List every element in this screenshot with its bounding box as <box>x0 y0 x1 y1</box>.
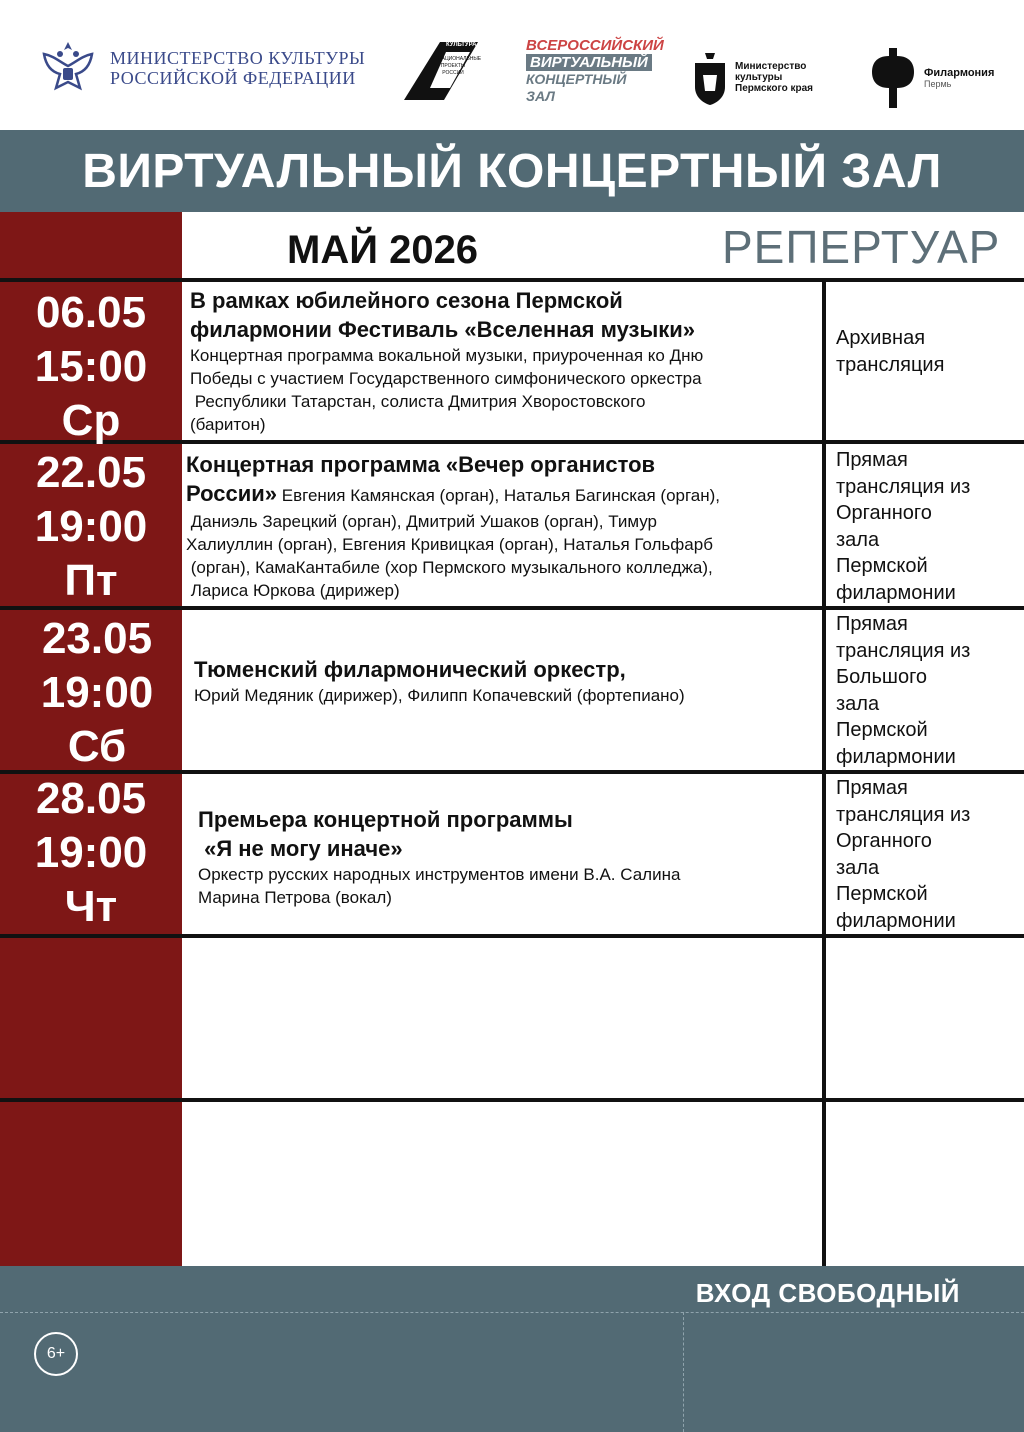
culture-line-1: НАЦИОНАЛЬНЫЕ <box>438 56 482 62</box>
event-day: Ср <box>61 396 121 445</box>
culture-title: КУЛЬТУРА <box>446 42 477 48</box>
eagle-emblem-icon <box>36 36 100 100</box>
event-details <box>194 655 824 707</box>
event-desc: Юрий Медяник (дирижер), Филипп Копачевский (фортепиано) <box>194 686 685 705</box>
event-desc-line: (орган), КамаКантабиле (хор Пермского музыкального колледжа), <box>186 558 713 577</box>
event-desc-line: (баритон) <box>190 415 266 434</box>
broadcast-line: зала <box>836 856 880 879</box>
event-details <box>198 805 828 909</box>
event-date-block <box>0 772 182 934</box>
event-details <box>190 286 820 436</box>
broadcast-line: филармонии <box>836 581 956 604</box>
phil-city: Пермь <box>924 78 952 89</box>
ministry-line-2: РОССИЙСКОЙ ФЕДЕРАЦИИ <box>110 67 356 88</box>
ministry-line-1: МИНИСТЕРСТВО КУЛЬТУРЫ <box>110 47 366 68</box>
broadcast-line: филармонии <box>836 745 956 768</box>
event-day: Чт <box>64 882 118 931</box>
broadcast-line: трансляция из <box>836 803 971 826</box>
grid-line <box>0 934 1024 938</box>
broadcast-line: трансляция из <box>836 475 971 498</box>
culture-national-projects-logo <box>400 38 482 104</box>
broadcast-line: филармонии <box>836 909 956 932</box>
event-date-block <box>0 286 182 448</box>
philharmonic-f-icon <box>870 48 916 108</box>
vkz-line-2: ВИРТУАЛЬНЫЙ <box>526 54 652 71</box>
event-date: 28.05 <box>35 774 147 823</box>
event-desc-line: Халиуллин (орган), Евгения Кривицкая (орган), Наталья Гольфарб <box>186 535 713 554</box>
culture-line-2: ПРОЕКТЫ <box>440 63 466 69</box>
culture-line-3: РОССИИ <box>442 70 464 76</box>
broadcast-line: Большого <box>836 666 928 688</box>
event-time: 19:00 <box>34 828 148 877</box>
broadcast-type <box>836 775 1016 934</box>
ministry-culture-rf-logo <box>36 30 365 105</box>
perm-philharmonic-logo <box>870 40 994 115</box>
broadcast-line: Пермской <box>836 555 928 577</box>
title-banner <box>0 130 1024 212</box>
age-rating-badge: 6+ <box>34 1332 78 1376</box>
footer-divider-vertical <box>683 1312 684 1432</box>
page-title: ВИРТУАЛЬНЫЙ КОНЦЕРТНЫЙ ЗАЛ <box>82 144 942 198</box>
logo-bar <box>0 0 1024 130</box>
month-header <box>182 212 1024 278</box>
phil-name: Филармония <box>924 66 995 79</box>
free-entry-label: ВХОД СВОБОДНЫЙ <box>695 1278 960 1308</box>
event-time: 15:00 <box>34 342 148 391</box>
perm-line-1: Министерство <box>735 61 807 72</box>
broadcast-line: Прямая <box>836 777 908 799</box>
event-time: 19:00 <box>34 502 148 551</box>
broadcast-type <box>836 325 1016 378</box>
broadcast-line: Архивная <box>836 327 926 349</box>
footer-divider <box>0 1312 1024 1313</box>
event-title-line: Премьера концертной программы <box>198 807 573 832</box>
broadcast-type <box>836 611 1016 770</box>
repertoire-label: РЕПЕРТУАР <box>722 221 1001 273</box>
event-desc-line: Концертная программа вокальной музыки, приуроченная ко Дню <box>190 346 704 365</box>
event-day: Пт <box>64 556 118 605</box>
event-desc-line: Даниэль Зарецкий (орган), Дмитрий Ушаков (орган), Тимур <box>186 512 657 531</box>
grid-line <box>0 278 1024 282</box>
event-date: 23.05 <box>41 614 153 663</box>
event-date: 22.05 <box>35 448 147 497</box>
event-desc-line: Марина Петрова (вокал) <box>198 888 392 907</box>
event-desc-line: Лариса Юркова (дирижер) <box>186 581 400 600</box>
event-desc-line: Республики Татарстан, солиста Дмитрия Хворостовского <box>190 392 646 411</box>
vkz-line-1: ВСЕРОССИЙСКИЙ <box>526 37 664 54</box>
event-day: Сб <box>67 722 127 771</box>
broadcast-line: Прямая <box>836 449 908 471</box>
month-label: МАЙ 2026 <box>287 228 479 272</box>
event-desc-line: Победы с участием Государственного симфонического оркестра <box>190 369 702 388</box>
grid-line <box>0 1098 1024 1102</box>
event-desc-inline: Евгения Камянская (орган), Наталья Багинская (орган), <box>277 486 721 505</box>
event-title-line: филармонии Фестиваль «Вселенная музыки» <box>190 317 696 342</box>
broadcast-line: Прямая <box>836 613 908 635</box>
event-date-block <box>0 446 182 608</box>
broadcast-type <box>836 447 1016 606</box>
virtual-concert-hall-logo <box>526 37 664 104</box>
perm-line-3: Пермского края <box>735 83 813 94</box>
broadcast-line: Органного <box>836 830 932 852</box>
event-title-line: «Я не могу иначе» <box>198 836 403 861</box>
broadcast-line: Органного <box>836 502 932 524</box>
broadcast-line: Пермской <box>836 883 928 905</box>
event-time: 19:00 <box>40 668 154 717</box>
perm-coat-of-arms-icon <box>693 51 727 105</box>
broadcast-line: зала <box>836 528 880 551</box>
event-details <box>186 450 826 602</box>
footer <box>0 1266 1024 1432</box>
event-date: 06.05 <box>35 288 147 337</box>
event-title-line: Концертная программа «Вечер органистов <box>186 452 656 477</box>
event-date-block <box>6 612 188 774</box>
broadcast-line: трансляция <box>836 353 945 376</box>
event-desc-line: Оркестр русских народных инструментов имени В.А. Салина <box>198 865 681 884</box>
broadcast-line: трансляция из <box>836 639 971 662</box>
grid-line-vertical <box>822 278 826 1266</box>
broadcast-line: зала <box>836 692 880 715</box>
event-title-line: В рамках юбилейного сезона Пермской <box>190 288 623 313</box>
broadcast-line: Пермской <box>836 719 928 741</box>
perm-ministry-logo <box>693 40 813 115</box>
perm-line-2: культуры <box>735 72 783 83</box>
event-title-line: России» <box>186 481 278 506</box>
vkz-line-3: КОНЦЕРТНЫЙ ЗАЛ <box>526 71 627 104</box>
event-title: Тюменский филармонический оркестр, <box>194 657 626 682</box>
